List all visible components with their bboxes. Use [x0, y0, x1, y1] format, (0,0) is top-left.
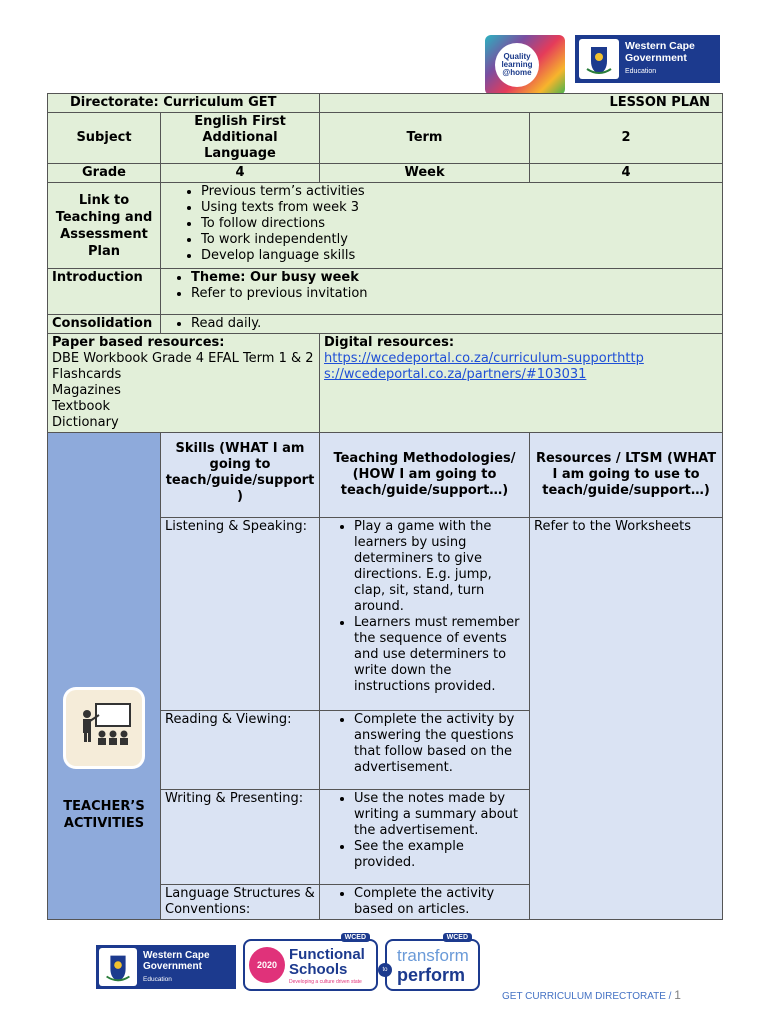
methods-cell [320, 711, 530, 790]
method-item: • Learners must remember the sequence of events and use determiners to write down the instructions provided. [354, 615, 525, 695]
introduction-row [48, 269, 723, 315]
crest-icon [99, 948, 137, 986]
wcg-logo [575, 35, 720, 83]
term-value: 2 [530, 113, 723, 164]
quality-learning-text: Quality learning @home [501, 52, 533, 77]
methods-header: Teaching Methodologies/ (HOW I am going to teach/guide/support…) [320, 433, 530, 518]
wcg-dept: Education [625, 68, 657, 75]
crest-icon [579, 39, 619, 79]
week-value: 4 [530, 164, 723, 183]
digital-resource-link[interactable]: https://wcedeportal.co.za/curriculum-supporthttps://wcedeportal.co.za/partners/#103031 [324, 351, 644, 382]
paper-resource-item: Flashcards [52, 367, 122, 382]
introduction-item: • Refer to previous invitation [191, 286, 718, 302]
consolidation-item: • Read daily. [191, 316, 718, 332]
digital-resources-label: Digital resources: [324, 335, 455, 350]
introduction-theme: • Theme: Our busy week [191, 270, 718, 286]
method-item: • Complete the activity based on articles. [354, 886, 525, 918]
link-label: Link to Teaching and Assessment Plan [48, 183, 161, 269]
functional-tag: Developing a culture driven state [289, 979, 362, 985]
consolidation-items [161, 315, 723, 334]
paper-resources [48, 334, 320, 433]
grade-row [48, 164, 723, 183]
subject-value: English First Additional Language [161, 113, 320, 164]
transform-text: transform [397, 946, 469, 965]
functional-schools-text: Functional Schools [289, 946, 365, 978]
method-item: • Use the notes made by writing a summary about the advertisement. [354, 791, 525, 839]
grade-value: 4 [161, 164, 320, 183]
link-item: • Develop language skills [201, 248, 718, 264]
link-items [161, 183, 723, 269]
teacher-activities-label: TEACHER’S ACTIVITIES [63, 799, 145, 831]
paper-resource-item: Textbook [52, 399, 110, 414]
resources-row [48, 334, 723, 433]
skill-cell: Reading & Viewing: [161, 711, 320, 790]
term-label: Term [320, 113, 530, 164]
footer-wcg-name: Western Cape Government [143, 950, 210, 972]
paper-resource-item: Dictionary [52, 415, 119, 430]
footer-directorate: GET CURRICULUM DIRECTORATE / [502, 991, 672, 1002]
link-item: • Using texts from week 3 [201, 200, 718, 216]
functional-year: 2020 [249, 947, 285, 983]
directorate-title: Directorate: Curriculum GET [48, 94, 320, 113]
link-item: • To follow directions [201, 216, 718, 232]
link-item: • Previous term’s activities [201, 184, 718, 200]
paper-resources-label: Paper based resources: [52, 335, 225, 350]
skill-cell: Writing & Presenting: [161, 790, 320, 885]
footer-wcg-logo [96, 945, 236, 989]
teacher-presentation-icon [66, 690, 142, 766]
wcg-name: Western Cape Government [625, 40, 695, 64]
grade-label: Grade [48, 164, 161, 183]
method-item: • See the example provided. [354, 839, 525, 871]
header-row [48, 94, 723, 113]
footer-wcg-dept: Education [143, 976, 172, 983]
footer [502, 988, 681, 1002]
lesson-plan-title: LESSON PLAN [320, 94, 723, 113]
perform-text: perform [397, 965, 466, 985]
subject-row [48, 113, 723, 164]
transform-perform-logo [382, 934, 480, 991]
skill-cell: Listening & Speaking: [161, 518, 320, 711]
resources-header: Resources / LTSM (WHAT I am going to use to teach/guide/support…) [530, 433, 723, 518]
link-item: • To work independently [201, 232, 718, 248]
methods-cell [320, 518, 530, 711]
to-badge: to [378, 963, 392, 977]
skill-cell: Language Structures & Conventions: [161, 885, 320, 920]
link-row [48, 183, 723, 269]
subject-label: Subject [48, 113, 161, 164]
lesson-plan-table [47, 93, 723, 920]
introduction-items [161, 269, 723, 315]
paper-resource-item: DBE Workbook Grade 4 EFAL Term 1 & 2 [52, 351, 314, 366]
introduction-label: Introduction [48, 269, 161, 315]
digital-resources [320, 334, 723, 433]
methods-cell [320, 885, 530, 920]
wced-badge: WCED [341, 933, 370, 942]
page-number: 1 [674, 988, 681, 1002]
quality-learning-logo [485, 35, 565, 95]
method-item: • Play a game with the learners by using determiners to give directions. E.g. jump, clap, sit, stand, turn around. [354, 519, 525, 615]
skills-header: Skills (WHAT I am going to teach/guide/support ) [161, 433, 320, 518]
methods-cell [320, 790, 530, 885]
paper-resource-item: Magazines [52, 383, 121, 398]
teacher-activities-cell [48, 433, 161, 920]
consolidation-row [48, 315, 723, 334]
wced-badge: WCED [443, 933, 472, 942]
functional-schools-logo [243, 934, 378, 991]
resource-cell: Refer to the Worksheets [530, 518, 723, 920]
method-item: • Complete the activity by answering the questions that follow based on the advertisement. [354, 712, 525, 776]
consolidation-label: Consolidation [48, 315, 161, 334]
activities-header-row [48, 433, 723, 518]
week-label: Week [320, 164, 530, 183]
